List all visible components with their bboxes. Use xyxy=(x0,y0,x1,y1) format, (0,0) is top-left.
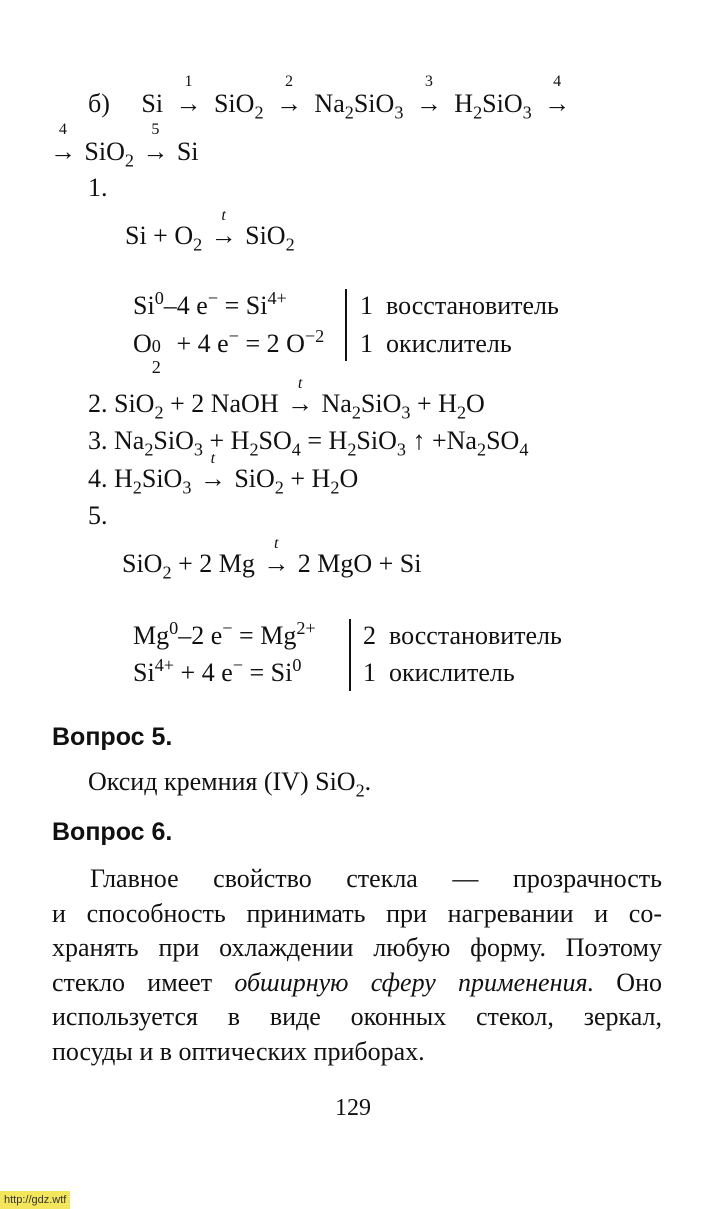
question-5-heading: Вопрос 5. xyxy=(52,723,173,751)
arrow-5-label: 5 xyxy=(151,121,160,139)
chain-line-2 xyxy=(48,121,199,171)
answer-line-4: стекло имеет обширную сферу применения. Оно xyxy=(52,967,662,997)
arrow-1: → 1 xyxy=(175,73,202,118)
step-5-divider xyxy=(349,619,351,691)
footer-link[interactable]: http://gdz.wtf xyxy=(0,1191,70,1209)
step-5-number: 5. xyxy=(88,501,108,530)
chain-si-final: Si xyxy=(176,137,199,166)
heat-arrow: → t xyxy=(263,534,290,578)
answer-line-1: Главное свойство стекла — прозрачность xyxy=(90,864,662,893)
step-4-equation: 4. $H_2SiO_3$ → t $SiO_2 + H_2O$ xyxy=(88,449,359,498)
step-5-role-2: 1 окислитель xyxy=(363,658,515,687)
chain-na2sio3: $Na_2SiO_3$ xyxy=(314,89,404,123)
question-5-answer: Оксид кремния (IV) SiO$_2$. xyxy=(88,767,372,801)
chain-label: б) xyxy=(88,89,110,118)
arrow-5: → 5 xyxy=(142,121,169,166)
emphasis-text: обширную сферу применения. xyxy=(234,967,595,997)
step-1-role-1: 1 восстановитель xyxy=(360,291,559,320)
step-2-equation: 2. SiO$_2$ + 2 NaOH → t $Na_2SiO_3 + H_2O$ xyxy=(88,374,485,423)
answer-line-5: используется в виде оконных стекол, зеркал, xyxy=(52,1002,662,1031)
arrow-1-label: 1 xyxy=(184,73,193,91)
question-6-answer xyxy=(52,862,662,1069)
question-6-heading: Вопрос 6. xyxy=(52,818,173,846)
chain-sio2-second: SiO$_2$ xyxy=(84,137,134,171)
step-1-equation: $Si + O_2$ → t SiO$_2$ xyxy=(125,206,295,255)
step-1-half-reaction-2: O 0 2 + 4 e− = 2 $O^{-2}$ xyxy=(133,326,325,378)
chain-line-1 xyxy=(88,73,572,123)
heat-arrow: → t xyxy=(287,374,314,418)
page-number: 129 xyxy=(335,1095,371,1121)
chain-sio2: SiO$_2$ xyxy=(213,89,264,123)
step-1-divider xyxy=(345,289,347,361)
arrow-2: → 2 xyxy=(275,73,302,118)
step-5-equation: SiO$_2$ + 2 Mg → t 2 MgO + Si xyxy=(122,534,422,583)
arrow-2-label: 2 xyxy=(284,73,293,91)
step-3-equation: 3. $Na_2SiO_3 + H_2SO_4 = H_2SiO_3$ ↑ $+Na_2SO_4$ xyxy=(88,426,529,460)
chain-si: Si xyxy=(141,89,164,118)
heat-arrow: → t xyxy=(210,206,237,250)
arrow-4-label: 4 xyxy=(553,73,562,91)
chain-h2sio3: $H_2SiO_3$ xyxy=(454,89,532,123)
step-5-half-reaction-1: Mg$^0$–2 $e^- = Mg^{2+}$ xyxy=(133,618,316,650)
step-1-number: 1. xyxy=(88,173,108,202)
step-5-role-1: 2 восстановитель xyxy=(363,621,562,650)
step-1-role-2: 1 окислитель xyxy=(360,329,512,358)
arrow-3: → 3 xyxy=(415,73,442,118)
arrow-4b-label: 4 xyxy=(58,121,67,139)
answer-line-6: посуды и в оптических приборах. xyxy=(52,1036,425,1066)
step-5-half-reaction-2: $Si^{4+} + 4$ $e^- = Si^0$ xyxy=(133,655,302,687)
step-1-half-reaction-1: Si$^0$–4 $e^- = Si^{4+}$ xyxy=(133,288,287,320)
arrow-4: → 4 xyxy=(544,73,571,118)
answer-line-2: и способность принимать при нагревании и со- xyxy=(52,898,662,928)
arrow-3-label: 3 xyxy=(424,73,433,91)
heat-arrow: → t xyxy=(199,449,226,493)
arrow-4-continued: → 4 xyxy=(49,121,76,166)
answer-line-3: хранять при охлаждении любую форму. Поэтому xyxy=(52,933,662,962)
